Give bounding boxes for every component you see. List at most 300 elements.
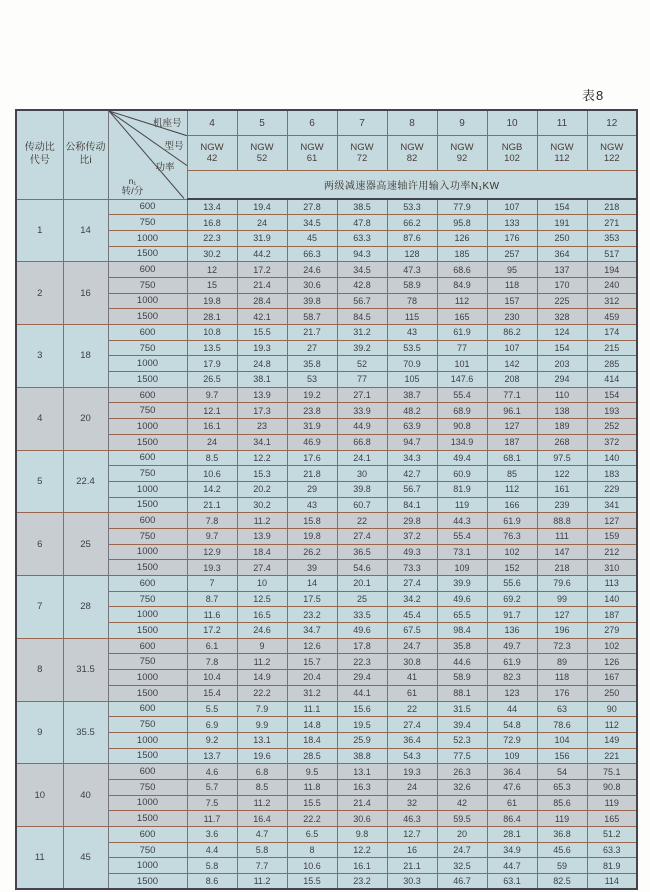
value-cell: 43 xyxy=(287,497,337,513)
value-cell: 10.8 xyxy=(187,325,237,341)
value-cell: 8.5 xyxy=(237,779,287,795)
value-cell: 24.7 xyxy=(387,638,437,654)
value-cell: 59 xyxy=(537,858,587,874)
table-sheet xyxy=(15,109,638,890)
value-cell: 86.2 xyxy=(487,325,537,341)
value-cell: 44 xyxy=(487,701,537,717)
value-cell: 194 xyxy=(587,262,637,278)
value-cell: 119 xyxy=(537,811,587,827)
value-cell: 189 xyxy=(537,419,587,435)
value-cell: 147.6 xyxy=(437,372,487,388)
value-cell: 8 xyxy=(287,842,337,858)
value-cell: 15.5 xyxy=(287,795,337,811)
table-row xyxy=(16,591,637,607)
value-cell: 47.8 xyxy=(337,215,387,231)
value-cell: 11.2 xyxy=(237,795,287,811)
value-cell: 19.2 xyxy=(287,387,337,403)
group-code-cell: 9 xyxy=(16,701,63,764)
value-cell: 15.7 xyxy=(287,654,337,670)
group-ratio-cell: 40 xyxy=(63,764,108,827)
value-cell: 24 xyxy=(237,215,287,231)
rpm-cell: 600 xyxy=(108,638,187,654)
value-cell: 68.6 xyxy=(437,262,487,278)
value-cell: 341 xyxy=(587,497,637,513)
value-cell: 30.2 xyxy=(187,246,237,262)
value-cell: 21.8 xyxy=(287,466,337,482)
value-cell: 279 xyxy=(587,623,637,639)
value-cell: 39.9 xyxy=(437,576,487,592)
rpm-cell: 1000 xyxy=(108,732,187,748)
value-cell: 89 xyxy=(537,654,587,670)
value-cell: 53.5 xyxy=(387,340,437,356)
value-cell: 38.1 xyxy=(237,372,287,388)
value-cell: 54.6 xyxy=(337,560,387,576)
rpm-cell: 1000 xyxy=(108,607,187,623)
value-cell: 105 xyxy=(387,372,437,388)
model-cell: NGW 61 xyxy=(287,136,337,171)
value-cell: 41 xyxy=(387,670,437,686)
group-code-cell: 11 xyxy=(16,827,63,890)
value-cell: 119 xyxy=(437,497,487,513)
value-cell: 39 xyxy=(287,560,337,576)
value-cell: 22 xyxy=(337,513,387,529)
table-row xyxy=(16,262,637,278)
value-cell: 24.1 xyxy=(337,450,387,466)
rpm-cell: 1000 xyxy=(108,481,187,497)
value-cell: 30.2 xyxy=(237,497,287,513)
value-cell: 27.1 xyxy=(337,387,387,403)
value-cell: 28.5 xyxy=(287,748,337,764)
value-cell: 61.9 xyxy=(487,513,537,529)
group-code-cell: 6 xyxy=(16,513,63,576)
value-cell: 126 xyxy=(437,230,487,246)
value-cell: 61.9 xyxy=(487,654,537,670)
value-cell: 176 xyxy=(487,230,537,246)
rpm-cell: 1000 xyxy=(108,544,187,560)
value-cell: 127 xyxy=(487,419,537,435)
rpm-cell: 1500 xyxy=(108,434,187,450)
speed-symbol-label: n₁ xyxy=(128,175,137,186)
table-row xyxy=(16,811,637,827)
value-cell: 11.2 xyxy=(237,874,287,890)
value-cell: 90.8 xyxy=(587,779,637,795)
value-cell: 49.7 xyxy=(487,638,537,654)
value-cell: 193 xyxy=(587,403,637,419)
value-cell: 45 xyxy=(287,230,337,246)
rpm-cell: 1500 xyxy=(108,748,187,764)
value-cell: 250 xyxy=(537,230,587,246)
value-cell: 25.9 xyxy=(337,732,387,748)
diagonal-split-header xyxy=(108,110,187,199)
rpm-cell: 600 xyxy=(108,325,187,341)
value-cell: 27.8 xyxy=(287,199,337,215)
value-cell: 60.7 xyxy=(337,497,387,513)
value-cell: 54.8 xyxy=(487,717,537,733)
value-cell: 91.7 xyxy=(487,607,537,623)
value-cell: 36.4 xyxy=(487,764,537,780)
value-cell: 61.9 xyxy=(437,325,487,341)
value-cell: 58.7 xyxy=(287,309,337,325)
value-cell: 17.2 xyxy=(187,623,237,639)
table-row xyxy=(16,309,637,325)
value-cell: 59.5 xyxy=(437,811,487,827)
rpm-cell: 600 xyxy=(108,827,187,843)
value-cell: 24.6 xyxy=(287,262,337,278)
value-cell: 138 xyxy=(537,403,587,419)
value-cell: 52 xyxy=(337,356,387,372)
rpm-cell: 600 xyxy=(108,576,187,592)
value-cell: 34.7 xyxy=(287,623,337,639)
value-cell: 187 xyxy=(487,434,537,450)
value-cell: 15.8 xyxy=(287,513,337,529)
value-cell: 24.8 xyxy=(237,356,287,372)
value-cell: 110 xyxy=(537,387,587,403)
value-cell: 101 xyxy=(437,356,487,372)
value-cell: 28.1 xyxy=(187,309,237,325)
table-row xyxy=(16,513,637,529)
value-cell: 27 xyxy=(287,340,337,356)
value-cell: 49.6 xyxy=(437,591,487,607)
value-cell: 44.2 xyxy=(237,246,287,262)
value-cell: 11.1 xyxy=(287,701,337,717)
value-cell: 68.1 xyxy=(487,450,537,466)
value-cell: 240 xyxy=(587,277,637,293)
value-cell: 134.9 xyxy=(437,434,487,450)
value-cell: 63.1 xyxy=(487,874,537,890)
table-row xyxy=(16,466,637,482)
rpm-cell: 1500 xyxy=(108,560,187,576)
value-cell: 63.3 xyxy=(337,230,387,246)
rpm-cell: 1500 xyxy=(108,372,187,388)
frame-number-cell: 7 xyxy=(337,110,387,136)
value-cell: 310 xyxy=(587,560,637,576)
group-ratio-cell: 14 xyxy=(63,199,108,262)
value-cell: 44.6 xyxy=(437,654,487,670)
value-cell: 10.6 xyxy=(287,858,337,874)
table-row xyxy=(16,748,637,764)
value-cell: 58.9 xyxy=(437,670,487,686)
value-cell: 9 xyxy=(237,638,287,654)
value-cell: 14.8 xyxy=(287,717,337,733)
value-cell: 268 xyxy=(537,434,587,450)
value-cell: 187 xyxy=(587,607,637,623)
value-cell: 4.7 xyxy=(237,827,287,843)
value-cell: 30.8 xyxy=(387,654,437,670)
value-cell: 55.6 xyxy=(487,576,537,592)
value-cell: 30 xyxy=(337,466,387,482)
rpm-cell: 600 xyxy=(108,513,187,529)
value-cell: 69.2 xyxy=(487,591,537,607)
nominal-ratio-header-line1: 公称传动 xyxy=(65,142,106,154)
rpm-cell: 750 xyxy=(108,528,187,544)
value-cell: 29 xyxy=(287,481,337,497)
value-cell: 111 xyxy=(537,528,587,544)
value-cell: 32.6 xyxy=(437,779,487,795)
value-cell: 109 xyxy=(437,560,487,576)
value-cell: 12.1 xyxy=(187,403,237,419)
nominal-ratio-header xyxy=(63,110,108,199)
value-cell: 7.5 xyxy=(187,795,237,811)
value-cell: 23.2 xyxy=(337,874,387,890)
value-cell: 215 xyxy=(587,340,637,356)
table-row xyxy=(16,403,637,419)
value-cell: 30.3 xyxy=(387,874,437,890)
value-cell: 123 xyxy=(487,685,537,701)
value-cell: 19.8 xyxy=(187,293,237,309)
table-row xyxy=(16,199,637,215)
value-cell: 24 xyxy=(187,434,237,450)
value-cell: 56.7 xyxy=(387,481,437,497)
value-cell: 19.3 xyxy=(387,764,437,780)
value-cell: 9.9 xyxy=(237,717,287,733)
value-cell: 15.3 xyxy=(237,466,287,482)
value-cell: 46.9 xyxy=(287,434,337,450)
value-cell: 55.4 xyxy=(437,387,487,403)
power-axis-label: 功率 xyxy=(155,162,175,173)
frame-number-cell: 12 xyxy=(587,110,637,136)
value-cell: 221 xyxy=(587,748,637,764)
value-cell: 82.3 xyxy=(487,670,537,686)
frame-number-cell: 10 xyxy=(487,110,537,136)
table-row xyxy=(16,827,637,843)
value-cell: 142 xyxy=(487,356,537,372)
table-row xyxy=(16,764,637,780)
value-cell: 17.5 xyxy=(287,591,337,607)
value-cell: 37.2 xyxy=(387,528,437,544)
value-cell: 11.6 xyxy=(187,607,237,623)
value-cell: 72.3 xyxy=(537,638,587,654)
value-cell: 517 xyxy=(587,246,637,262)
rpm-cell: 1500 xyxy=(108,246,187,262)
group-ratio-cell: 22.4 xyxy=(63,450,108,513)
value-cell: 13.9 xyxy=(237,387,287,403)
rpm-cell: 1000 xyxy=(108,858,187,874)
value-cell: 102 xyxy=(487,544,537,560)
value-cell: 156 xyxy=(537,748,587,764)
value-cell: 183 xyxy=(587,466,637,482)
value-cell: 17.2 xyxy=(237,262,287,278)
table-row xyxy=(16,732,637,748)
value-cell: 67.5 xyxy=(387,623,437,639)
value-cell: 22.2 xyxy=(237,685,287,701)
rpm-cell: 1000 xyxy=(108,293,187,309)
value-cell: 128 xyxy=(387,246,437,262)
ratio-code-header-line1: 传动比 xyxy=(24,142,55,154)
value-cell: 78.6 xyxy=(537,717,587,733)
group-ratio-cell: 45 xyxy=(63,827,108,890)
rpm-cell: 1000 xyxy=(108,419,187,435)
value-cell: 165 xyxy=(587,811,637,827)
value-cell: 136 xyxy=(487,623,537,639)
value-cell: 19.3 xyxy=(237,340,287,356)
rpm-cell: 600 xyxy=(108,450,187,466)
value-cell: 63.9 xyxy=(387,419,437,435)
value-cell: 33.9 xyxy=(337,403,387,419)
rpm-cell: 750 xyxy=(108,340,187,356)
frame-number-cell: 8 xyxy=(387,110,437,136)
value-cell: 22.3 xyxy=(187,230,237,246)
value-cell: 49.4 xyxy=(437,450,487,466)
model-cell: NGW 112 xyxy=(537,136,587,171)
rpm-cell: 1000 xyxy=(108,356,187,372)
value-cell: 196 xyxy=(537,623,587,639)
value-cell: 140 xyxy=(587,591,637,607)
value-cell: 118 xyxy=(487,277,537,293)
rpm-cell: 1500 xyxy=(108,623,187,639)
value-cell: 79.6 xyxy=(537,576,587,592)
table-number-label: 表8 xyxy=(582,88,605,103)
value-cell: 21.4 xyxy=(237,277,287,293)
value-cell: 65.3 xyxy=(537,779,587,795)
value-cell: 154 xyxy=(537,199,587,215)
value-cell: 21.1 xyxy=(187,497,237,513)
value-cell: 19.5 xyxy=(337,717,387,733)
value-cell: 34.5 xyxy=(287,215,337,231)
value-cell: 294 xyxy=(537,372,587,388)
rpm-cell: 1000 xyxy=(108,795,187,811)
value-cell: 112 xyxy=(437,293,487,309)
table-row xyxy=(16,419,637,435)
value-cell: 30.6 xyxy=(287,277,337,293)
value-cell: 43 xyxy=(387,325,437,341)
value-cell: 7.8 xyxy=(187,513,237,529)
value-cell: 77 xyxy=(437,340,487,356)
value-cell: 285 xyxy=(587,356,637,372)
value-cell: 8.7 xyxy=(187,591,237,607)
value-cell: 16.3 xyxy=(337,779,387,795)
rpm-cell: 1500 xyxy=(108,497,187,513)
value-cell: 24 xyxy=(387,779,437,795)
table-row xyxy=(16,230,637,246)
value-cell: 55.4 xyxy=(437,528,487,544)
table-row xyxy=(16,701,637,717)
value-cell: 13.7 xyxy=(187,748,237,764)
value-cell: 20.4 xyxy=(287,670,337,686)
value-cell: 230 xyxy=(487,309,537,325)
value-cell: 46.3 xyxy=(387,811,437,827)
value-cell: 16.1 xyxy=(187,419,237,435)
value-cell: 51.2 xyxy=(587,827,637,843)
rpm-cell: 600 xyxy=(108,262,187,278)
value-cell: 133 xyxy=(487,215,537,231)
value-cell: 8.6 xyxy=(187,874,237,890)
value-cell: 5.5 xyxy=(187,701,237,717)
value-cell: 13.1 xyxy=(237,732,287,748)
table-row xyxy=(16,560,637,576)
rpm-cell: 750 xyxy=(108,466,187,482)
value-cell: 118 xyxy=(537,670,587,686)
value-cell: 22.3 xyxy=(337,654,387,670)
value-cell: 52.3 xyxy=(437,732,487,748)
group-code-cell: 3 xyxy=(16,325,63,388)
rpm-cell: 1500 xyxy=(108,811,187,827)
value-cell: 75.1 xyxy=(587,764,637,780)
value-cell: 6.5 xyxy=(287,827,337,843)
value-cell: 38.8 xyxy=(337,748,387,764)
value-cell: 15.6 xyxy=(337,701,387,717)
value-cell: 127 xyxy=(537,607,587,623)
value-cell: 9.2 xyxy=(187,732,237,748)
value-cell: 70.9 xyxy=(387,356,437,372)
group-code-cell: 1 xyxy=(16,199,63,262)
table-row xyxy=(16,325,637,341)
table-row xyxy=(16,842,637,858)
value-cell: 4.6 xyxy=(187,764,237,780)
value-cell: 94.7 xyxy=(387,434,437,450)
table-row xyxy=(16,779,637,795)
value-cell: 212 xyxy=(587,544,637,560)
value-cell: 353 xyxy=(587,230,637,246)
model-cell: NGW 82 xyxy=(387,136,437,171)
value-cell: 112 xyxy=(487,481,537,497)
table-row xyxy=(16,246,637,262)
model-cell: NGW 122 xyxy=(587,136,637,171)
value-cell: 12.5 xyxy=(237,591,287,607)
rpm-cell: 600 xyxy=(108,199,187,215)
group-ratio-cell: 35.5 xyxy=(63,701,108,764)
value-cell: 26.5 xyxy=(187,372,237,388)
value-cell: 14.9 xyxy=(237,670,287,686)
value-cell: 191 xyxy=(537,215,587,231)
value-cell: 34.1 xyxy=(237,434,287,450)
frame-number-cell: 6 xyxy=(287,110,337,136)
value-cell: 21.1 xyxy=(387,858,437,874)
power-title-cell: 两级减速器高速轴许用输入功率N₁KW xyxy=(187,171,637,200)
value-cell: 77.5 xyxy=(437,748,487,764)
value-cell: 31.5 xyxy=(437,701,487,717)
table-row xyxy=(16,576,637,592)
value-cell: 24.6 xyxy=(237,623,287,639)
value-cell: 5.8 xyxy=(237,842,287,858)
rpm-cell: 750 xyxy=(108,215,187,231)
value-cell: 28.4 xyxy=(237,293,287,309)
value-cell: 58.9 xyxy=(387,277,437,293)
group-ratio-cell: 31.5 xyxy=(63,638,108,701)
rpm-cell: 1500 xyxy=(108,685,187,701)
table-row xyxy=(16,717,637,733)
table-row xyxy=(16,544,637,560)
value-cell: 20.1 xyxy=(337,576,387,592)
rpm-cell: 750 xyxy=(108,403,187,419)
value-cell: 77 xyxy=(337,372,387,388)
value-cell: 152 xyxy=(487,560,537,576)
value-cell: 9.7 xyxy=(187,387,237,403)
value-cell: 31.9 xyxy=(287,419,337,435)
value-cell: 63.3 xyxy=(587,842,637,858)
value-cell: 35.8 xyxy=(287,356,337,372)
value-cell: 13.9 xyxy=(237,528,287,544)
value-cell: 166 xyxy=(487,497,537,513)
value-cell: 208 xyxy=(487,372,537,388)
value-cell: 16.1 xyxy=(337,858,387,874)
value-cell: 107 xyxy=(487,199,537,215)
value-cell: 19.8 xyxy=(287,528,337,544)
value-cell: 5.8 xyxy=(187,858,237,874)
rpm-cell: 600 xyxy=(108,387,187,403)
value-cell: 459 xyxy=(587,309,637,325)
frame-number-cell: 11 xyxy=(537,110,587,136)
value-cell: 66.3 xyxy=(287,246,337,262)
value-cell: 73.1 xyxy=(437,544,487,560)
value-cell: 87.6 xyxy=(387,230,437,246)
rpm-cell: 1500 xyxy=(108,309,187,325)
value-cell: 137 xyxy=(537,262,587,278)
value-cell: 114 xyxy=(587,874,637,890)
value-cell: 77.1 xyxy=(487,387,537,403)
table-row xyxy=(16,277,637,293)
value-cell: 13.4 xyxy=(187,199,237,215)
value-cell: 90 xyxy=(587,701,637,717)
